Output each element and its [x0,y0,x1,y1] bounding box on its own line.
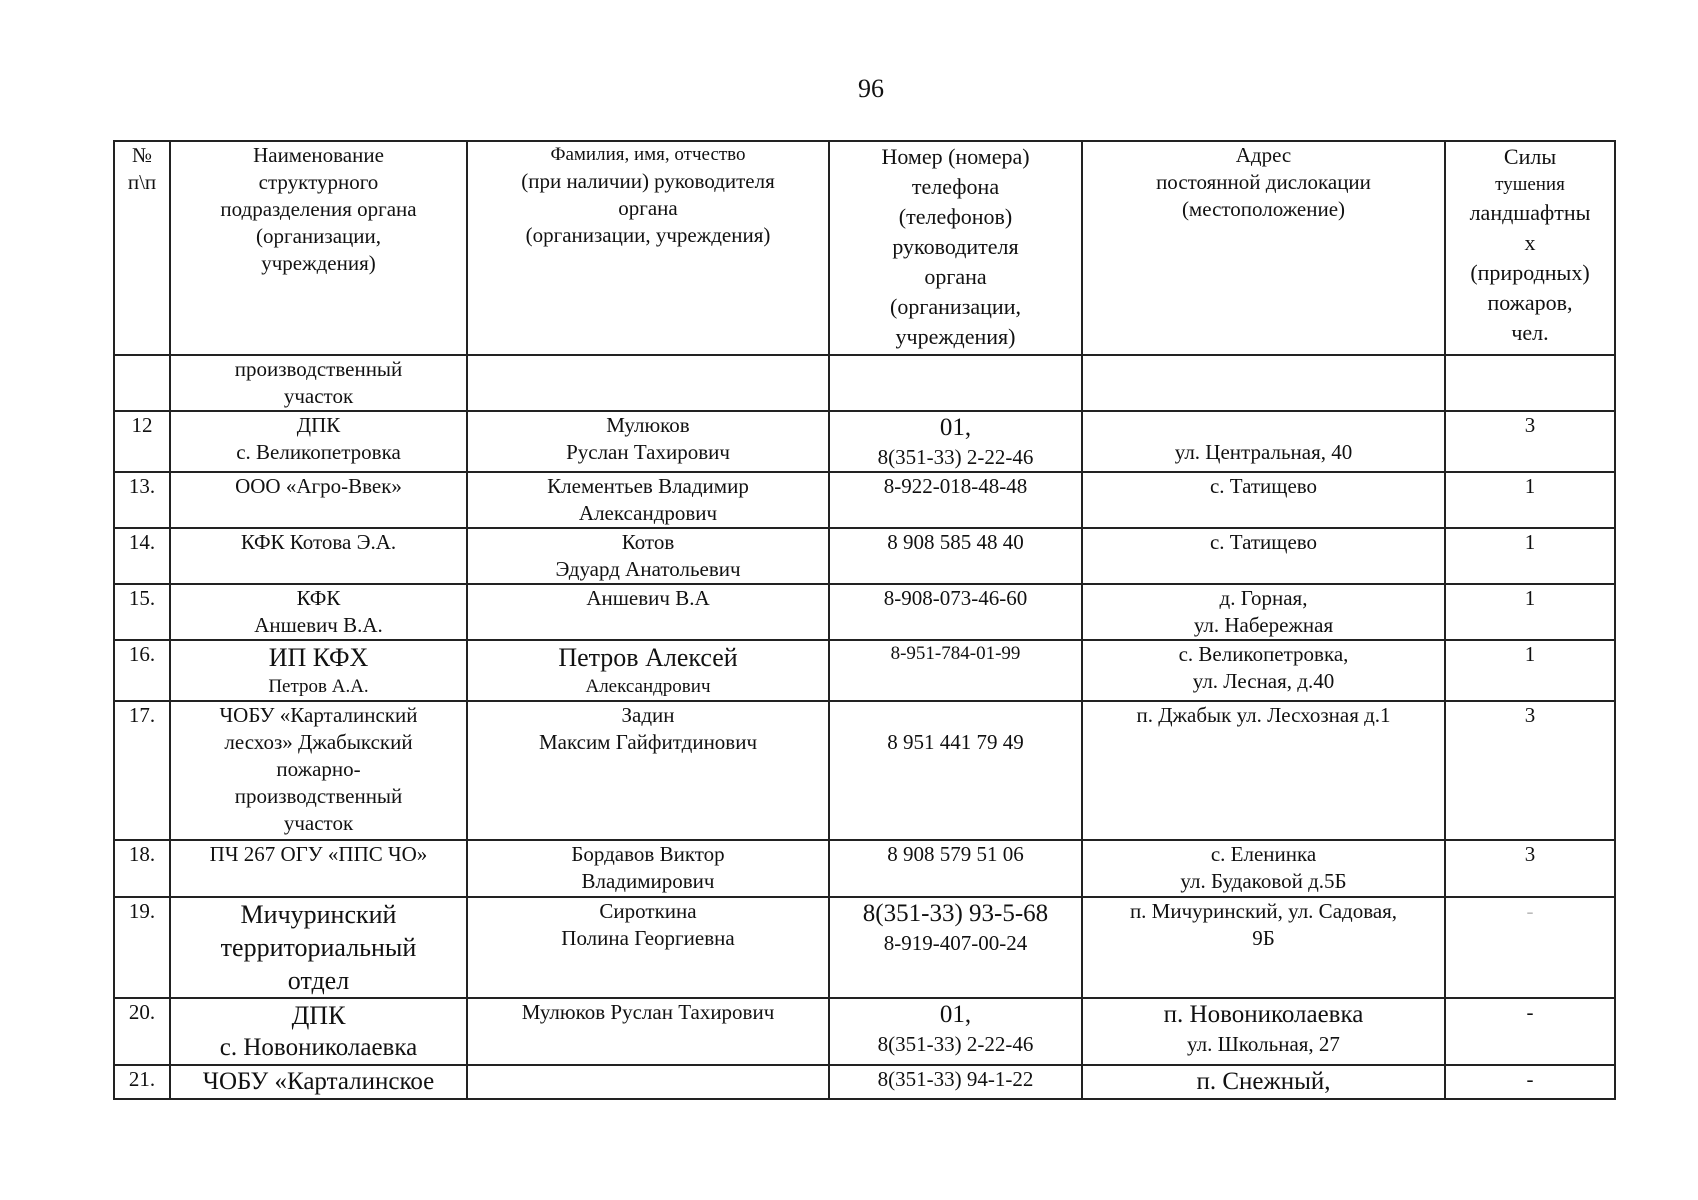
row-phone: 8-908-073-46-60 [829,584,1082,640]
row-head: Котов Эдуард Анатольевич [467,528,829,584]
table-row [114,840,1615,897]
row-name: ДПК с. Новониколаевка [170,998,467,1065]
row-head: Мулюков Руслан Тахирович [467,411,829,472]
row-name: ЧОБУ «Карталинское [170,1065,467,1099]
row-address: с. Татищево [1082,472,1445,528]
row-forces [1445,355,1615,411]
row-phone [829,355,1082,411]
table-row [114,897,1615,998]
row-phone: 8-922-018-48-48 [829,472,1082,528]
row-address: с. Великопетровка, ул. Лесная, д.40 [1082,640,1445,701]
row-head: Мулюков Руслан Тахирович [467,998,829,1065]
row-head: Бордавов Виктор Владимирович [467,840,829,897]
row-num: 16. [114,640,170,701]
header-row [114,141,1615,355]
header-num: № п\п [114,141,170,355]
row-address: п. Джабык ул. Лесхозная д.1 [1082,701,1445,840]
header-name: Наименование структурного подразделения органа (организации, учреждения) [170,141,467,355]
row-head: Аншевич В.А [467,584,829,640]
row-phone: 8(351-33) 93-5-68 8-919-407-00-24 [829,897,1082,998]
row-name: ДПК с. Великопетровка [170,411,467,472]
row-address: п. Снежный, [1082,1065,1445,1099]
table-row [114,998,1615,1065]
table-row [114,584,1615,640]
row-phone: 8 908 585 48 40 [829,528,1082,584]
row-forces: 1 [1445,528,1615,584]
row-head: Петров Алексей Александрович [467,640,829,701]
table-row [114,1065,1615,1099]
row-num: 17. [114,701,170,840]
row-num: 20. [114,998,170,1065]
row-forces: 3 [1445,411,1615,472]
row-address: п. Мичуринский, ул. Садовая, 9Б [1082,897,1445,998]
row-num: 15. [114,584,170,640]
table-row [114,528,1615,584]
header-address: Адрес постоянной дислокации (местоположение) [1082,141,1445,355]
row-name: производственный участок [170,355,467,411]
row-phone: 8 908 579 51 06 [829,840,1082,897]
row-forces: 1 [1445,640,1615,701]
row-name: ИП КФХ Петров А.А. [170,640,467,701]
row-forces: 3 [1445,840,1615,897]
row-name: ЧОБУ «Карталинский лесхоз» Джабыкский пожарно- производственный участок [170,701,467,840]
row-forces: 3 [1445,701,1615,840]
row-forces: 1 [1445,584,1615,640]
row-address: ул. Центральная, 40 [1082,411,1445,472]
row-head: Задин Максим Гайфитдинович [467,701,829,840]
row-forces: - [1445,998,1615,1065]
row-address [1082,355,1445,411]
row-name: КФК Аншевич В.А. [170,584,467,640]
row-phone: 8(351-33) 94-1-22 [829,1065,1082,1099]
row-forces: - [1445,1065,1615,1099]
contacts-table [113,140,1616,1100]
row-num: 21. [114,1065,170,1099]
row-name: ПЧ 267 ОГУ «ППС ЧО» [170,840,467,897]
row-phone: 01, 8(351-33) 2-22-46 [829,411,1082,472]
row-head [467,1065,829,1099]
row-head [467,355,829,411]
table-row [114,640,1615,701]
table-row [114,355,1615,411]
row-address: п. Новониколаевка ул. Школьная, 27 [1082,998,1445,1065]
table-row [114,701,1615,840]
row-head: Клементьев Владимир Александрович [467,472,829,528]
row-phone: 01, 8(351-33) 2-22-46 [829,998,1082,1065]
row-num: 13. [114,472,170,528]
row-num: 12 [114,411,170,472]
row-num [114,355,170,411]
row-name: КФК Котова Э.А. [170,528,467,584]
row-name: Мичуринский территориальный отдел [170,897,467,998]
row-forces: - [1445,897,1615,998]
row-address: с. Татищево [1082,528,1445,584]
header-head: Фамилия, имя, отчество (при наличии) руководителя органа (организации, учреждения) [467,141,829,355]
header-forces: Силы тушения ландшафтны х (природных) пожаров, чел. [1445,141,1615,355]
row-num: 19. [114,897,170,998]
row-forces: 1 [1445,472,1615,528]
row-num: 18. [114,840,170,897]
table-row [114,411,1615,472]
row-name: ООО «Агро-Ввек» [170,472,467,528]
header-phone: Номер (номера) телефона (телефонов) руководителя органа (организации, учреждения) [829,141,1082,355]
table-row [114,472,1615,528]
page-number: 96 [858,74,884,103]
row-address: д. Горная, ул. Набережная [1082,584,1445,640]
row-address: с. Еленинка ул. Будаковой д.5Б [1082,840,1445,897]
row-phone: 8 951 441 79 49 [829,701,1082,840]
row-num: 14. [114,528,170,584]
row-head: Сироткина Полина Георгиевна [467,897,829,998]
row-phone: 8-951-784-01-99 [829,640,1082,701]
